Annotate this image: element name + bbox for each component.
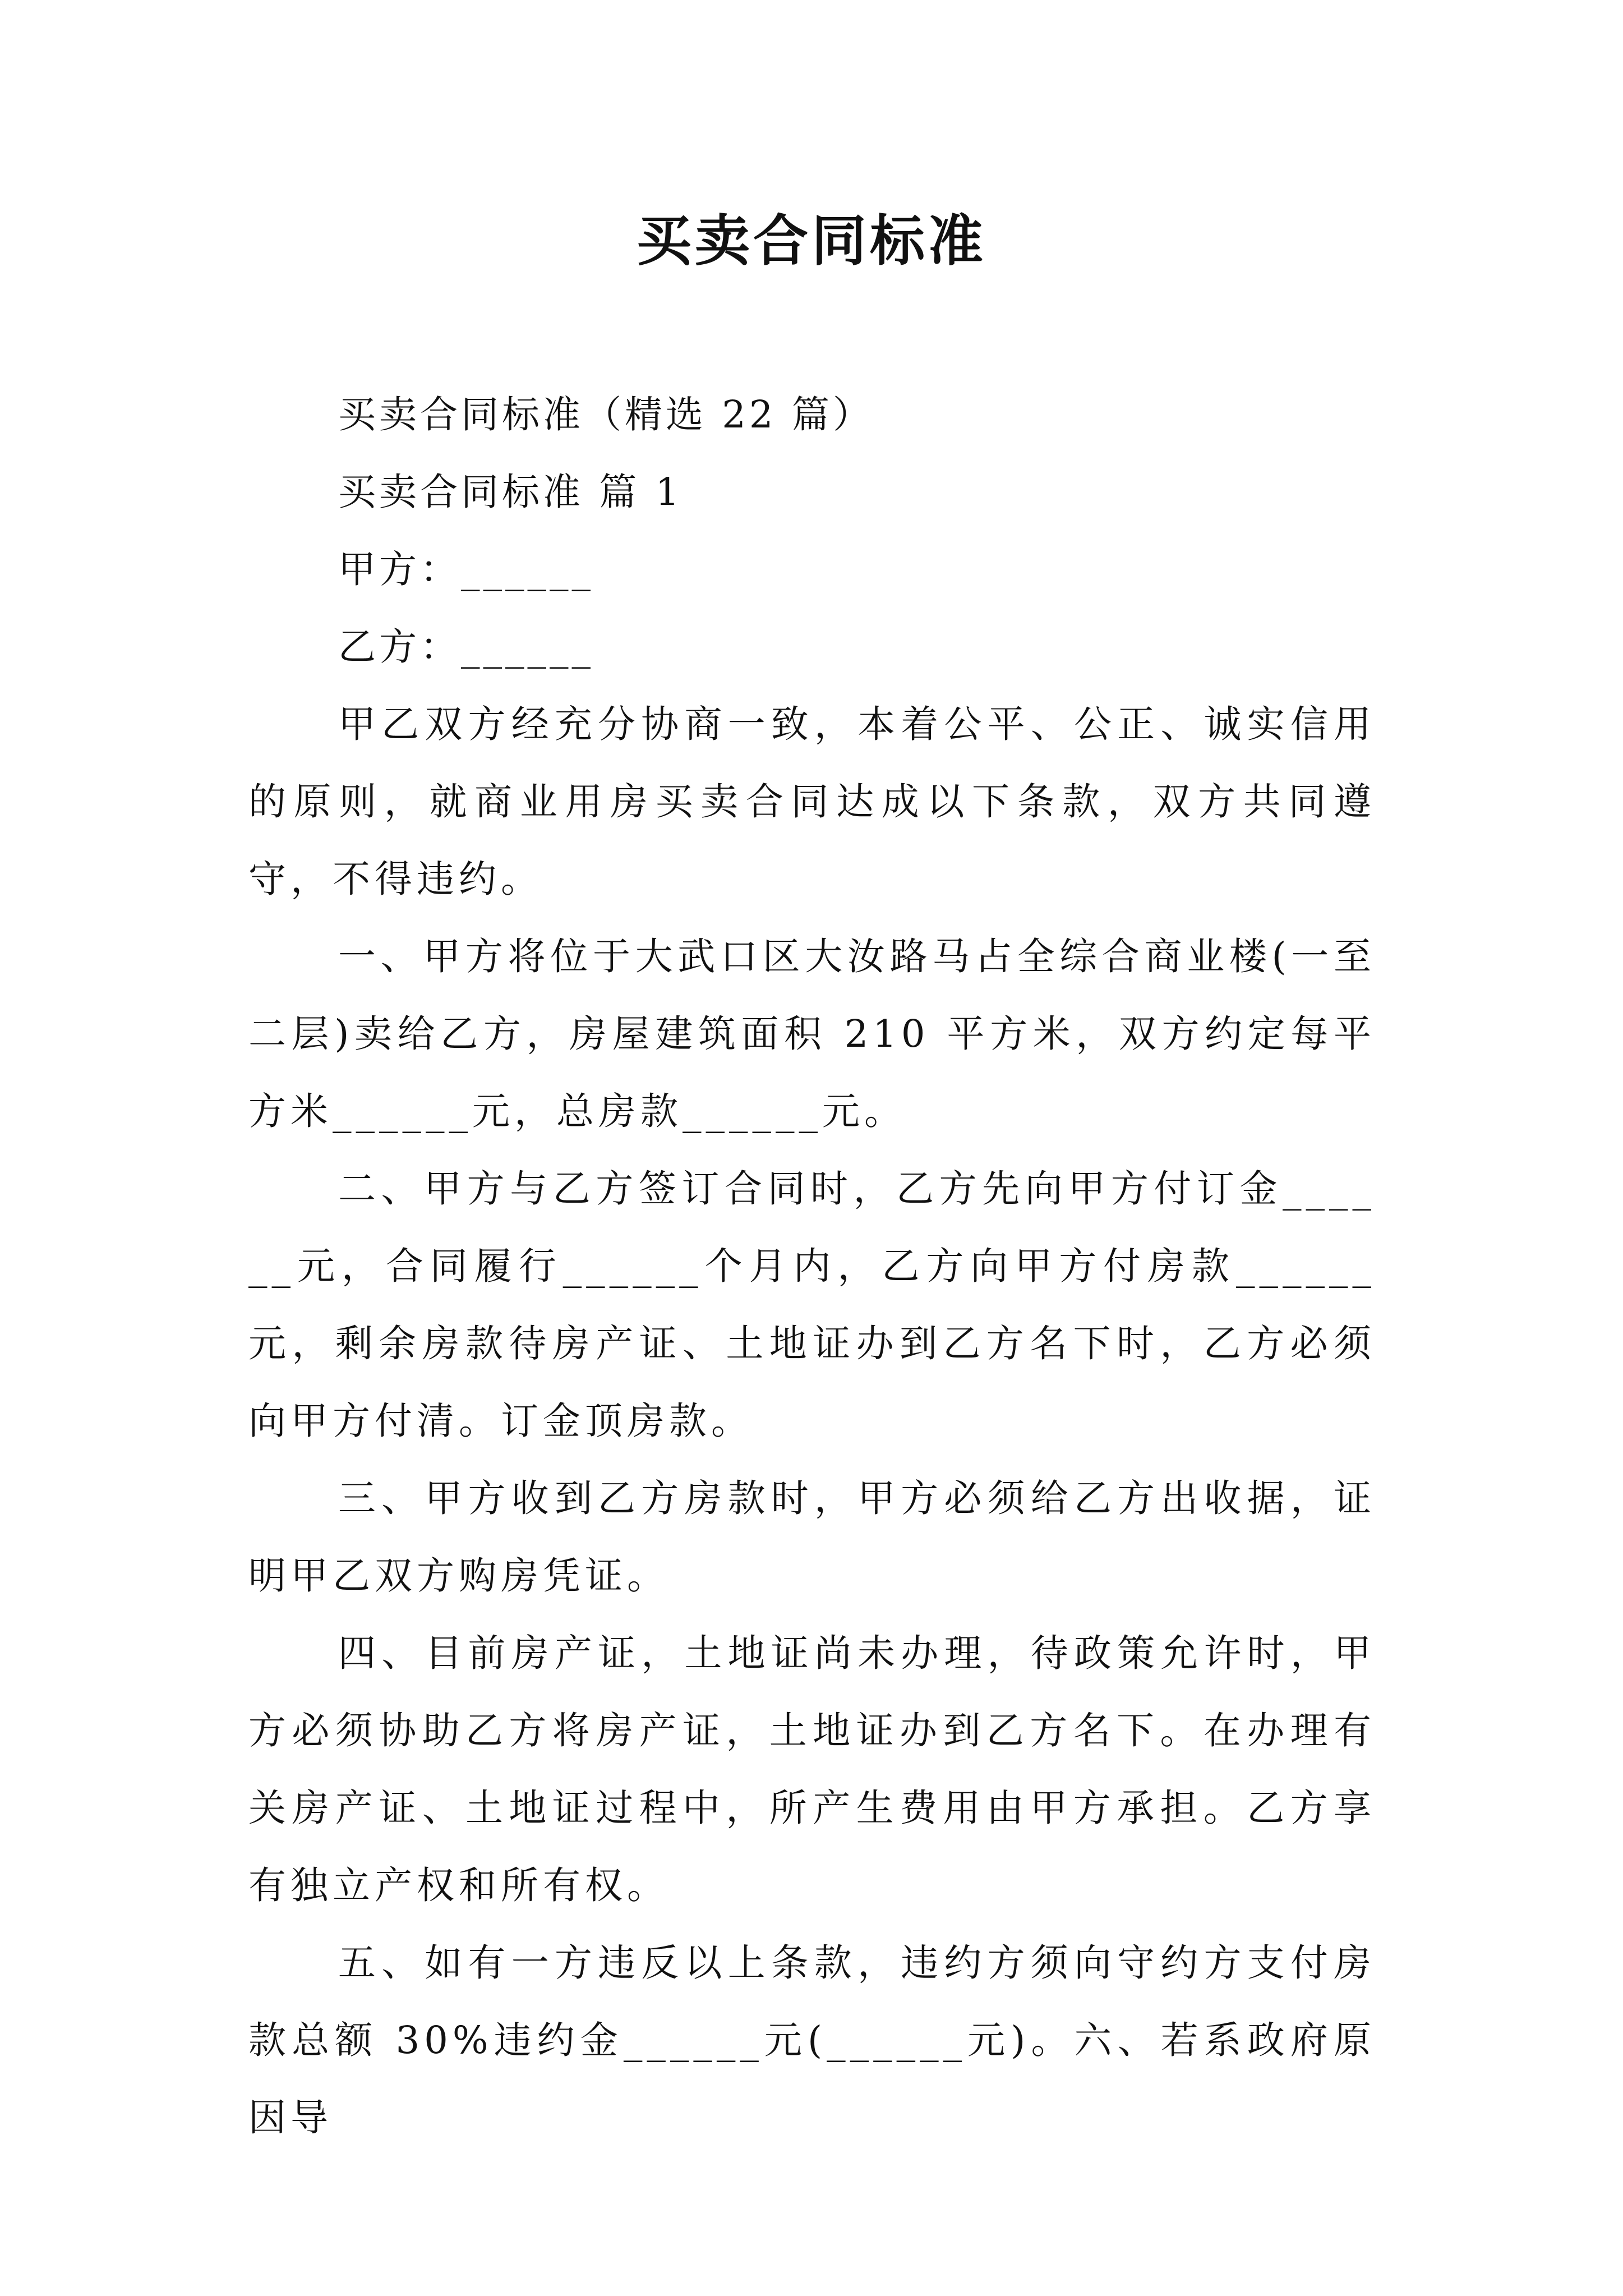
paragraph-clause-3: 三、甲方收到乙方房款时，甲方必须给乙方出收据，证明甲乙双方购房凭证。: [248, 1476, 1376, 1598]
document-title: 买卖合同标准: [636, 209, 986, 273]
document-body: [248, 376, 1376, 2156]
paragraph-clause-4: 四、目前房产证，土地证尚未办理，待政策允许时，甲方必须协助乙方将房产证，土地证办到乙方名下。在办理有关房产证、土地证过程中，所产生费用由甲方承担。乙方享有独立产权和所有权。: [248, 1631, 1376, 1907]
paragraph-subtitle: 买卖合同标准（精选 22 篇）: [338, 393, 874, 436]
paragraph-party-a: 甲方：______: [338, 547, 594, 591]
paragraph-preamble: 甲乙双方经充分协商一致，本着公平、公正、诚实信用的原则，就商业用房买卖合同达成以下条款，双方共同遵守，不得违约。: [248, 702, 1376, 901]
paragraph-clause-2: 二、甲方与乙方签订合同时，乙方先向甲方付订金______元，合同履行______个月内，乙方向甲方付房款______元，剩余房款待房产证、土地证办到乙方名下时，乙方必须向甲方付清。订金顶房款。: [248, 1167, 1376, 1443]
paragraph-party-b: 乙方：______: [338, 625, 594, 669]
paragraph-section-heading: 买卖合同标准 篇 1: [338, 470, 683, 514]
paragraph-clause-5: 五、如有一方违反以上条款，违约方须向守约方支付房款总额 30%违约金______元(______元)。六、若系政府原因导: [248, 1941, 1376, 2139]
paragraph-clause-1: 一、甲方将位于大武口区大汝路马占全综合商业楼(一至二层)卖给乙方，房屋建筑面积 210 平方米，双方约定每平方米______元，总房款______元。: [248, 935, 1376, 1133]
